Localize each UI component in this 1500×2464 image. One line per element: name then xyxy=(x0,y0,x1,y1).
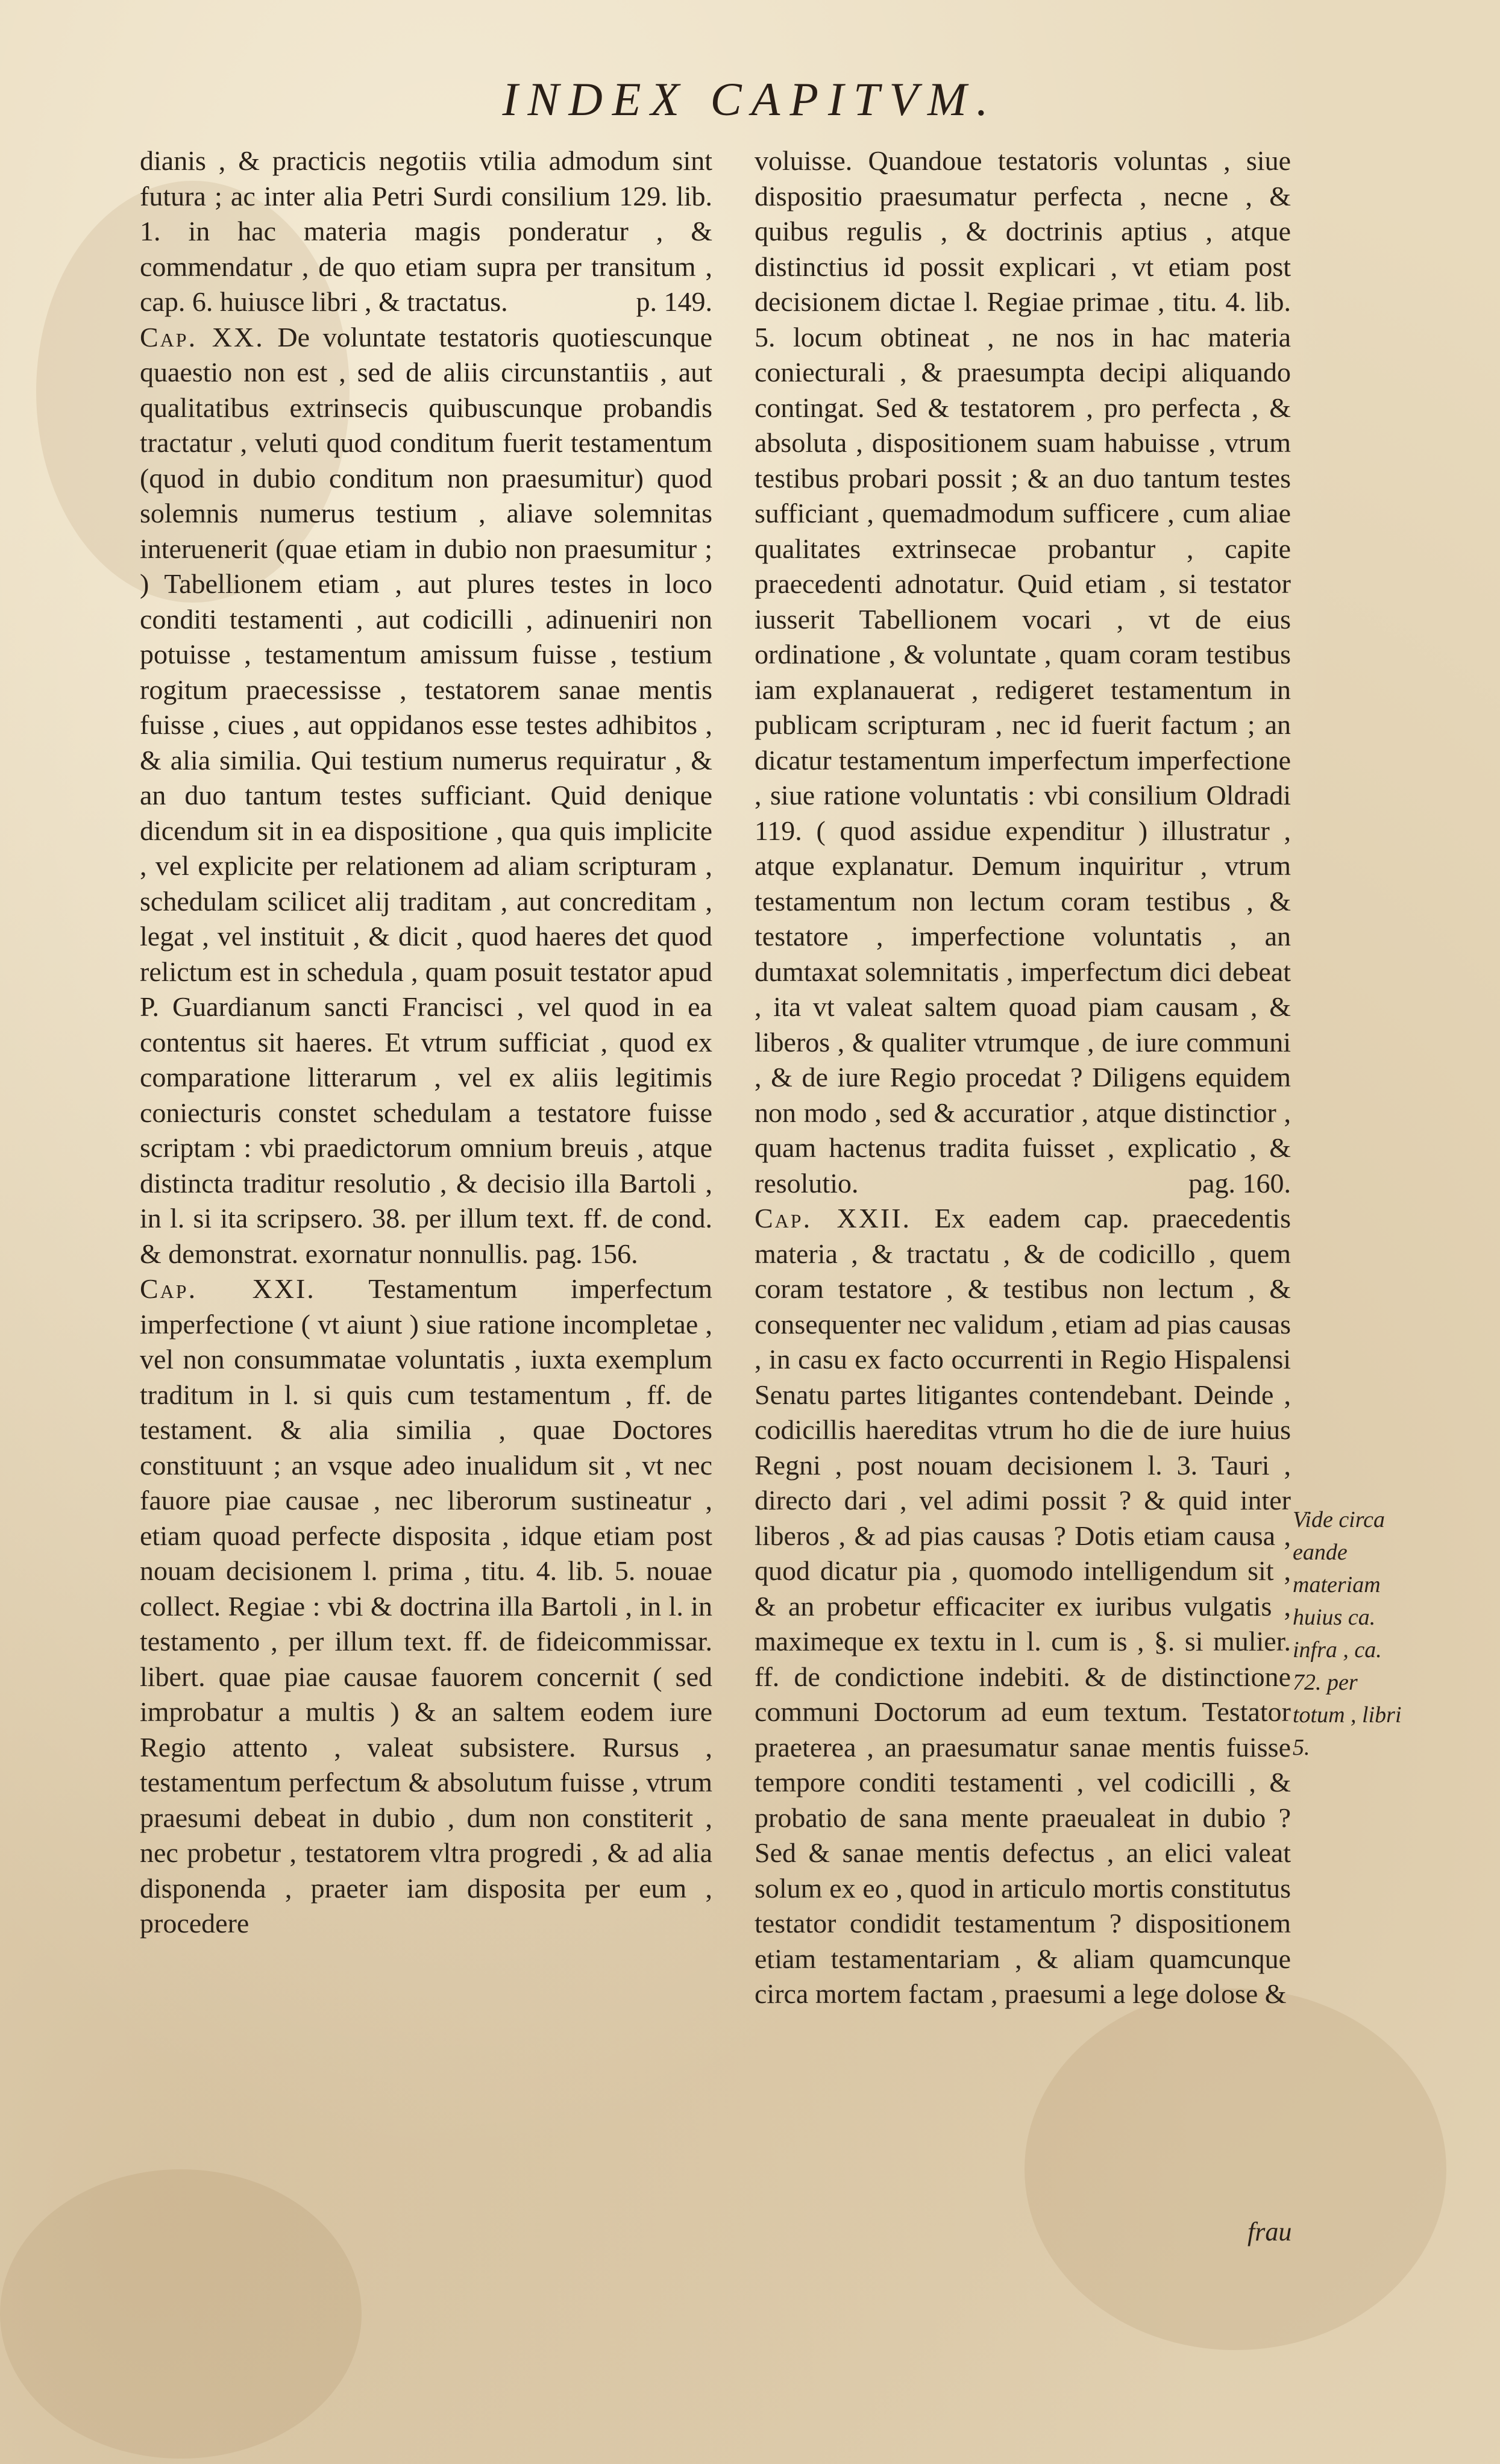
right-column xyxy=(755,143,1291,2012)
entry-text: voluisse. Quandoue testatoris voluntas , siue dispositio praesumatur perfecta , necne , & quibus regulis , & doctrinis aptius , atque distinctius id possit explicari , vt etiam post decisionem dictae l. Regiae primae , titu. 4. lib. 5. locum obtineat , ne nos in hac materia coniecturali , & praesumpta decipi aliquando contingat. Sed & testatorem , pro perfecta , & absoluta , dispositionem suam habuisse , vtrum testibus probari possit ; & an duo tantum testes sufficiant , quemadmodum sufficere , cum aliae qualitates extrinsecae probantur , capite praecedenti adnotatur. Quid etiam , si testator iusserit Tabellionem vocari , vt de eius ordinatione , & voluntate , quam coram testibus iam explanauerat , redigeret testamentum in publicam scripturam , nec id fuerit factum ; an dicatur testamentum imperfectum imperfectione , siue ratione voluntatis : vbi consilium Oldradi 119. ( quod assidue expenditur ) illustratur , atque explanatur. Demum inquiritur , vtrum testamentum non lectum coram testibus , & testatore , imperfectione voluntatis , an dumtaxat solemnitatis , imperfectum dici debeat , ita vt valeat saltem quoad piam causam , & liberos , & qualiter vtrumque , de iure communi , & de iure Regio procedat ? Diligens equidem non modo , sed & accuratior , atque distinctior , quam hactenus tradita fuisset , explicatio , & resolutio. xyxy=(755,145,1291,1199)
catchword: frau xyxy=(1247,2217,1292,2246)
entry-text: dianis , & practicis negotiis vtilia admodum sint futura ; ac inter alia Petri Surdi consilium 129. lib. 1. in hac materia magis ponderatur , & commendatur , de quo etiam supra per transitum , cap. 6. huiusce libri , & tractatus. xyxy=(140,145,712,317)
entry-cap-20 xyxy=(140,320,712,1272)
margin-note: Vide circa eande materiam huius ca. infra , ca. 72. per totum , libri 5. xyxy=(1293,1507,1402,1760)
page-reference: p. 149. xyxy=(636,286,712,317)
entry-cap-21-continued xyxy=(755,143,1291,1201)
entry-cap-21 xyxy=(140,1271,712,1942)
chapter-label: Cap. XX. xyxy=(140,321,265,353)
page-reference: pag. 160. xyxy=(1188,1167,1291,1199)
paper-stain xyxy=(1025,1989,1446,2350)
page-reference: pag. 156. xyxy=(535,1238,638,1269)
entry-text: De voluntate testatoris quotiescunque quaestio non est , sed de aliis circunstantiis , aut qualitatibus extrinsecis quibuscunque probandis tractatur , veluti quod conditum fuerit testamentum (quod in dubio conditum non praesumitur) quod solemnis numerus testium , aliave solemnitas interuenerit (quae etiam in dubio non praesumitur ; ) Tabellionem etiam , aut plures testes in loco conditi testamenti , aut codicilli , adinueniri non potuisse , testamentum amissum fuisse , testium rogitum praecessisse , testatorem sanae mentis fuisse , ciues , aut oppidanos esse testes adhibitos , & alia similia. Qui testium numerus requiratur , & an duo tantum testes sufficiant. Quid denique dicendum sit in ea dispositione , qua quis implicite , vel explicite per relationem ad aliam scripturam , schedulam scilicet alij traditam , aut concreditam , legat , vel instituit , & dicit , quod haeres det quod relictum est in schedula , quam posuit testator apud P. Guardianum sancti Francisci , vel quod in ea contentus sit haeres. Et vtrum sufficiat , quod ex comparatione litterarum , vel ex aliis legitimis coniecturis constet schedulam a testatore fuisse scriptam : vbi praedictorum omnium breuis , atque distincta traditur resolutio , & decisio illa Bartoli , in l. si ita scripsero. 38. per illum text. ff. de cond. & demonstrat. exornatur nonnullis. xyxy=(140,321,712,1269)
entry-carry-over xyxy=(140,143,712,320)
entry-cap-22 xyxy=(755,1201,1291,2012)
chapter-label: Cap. XXI. xyxy=(140,1273,316,1304)
entry-text: Testamentum imperfectum imperfectione ( vt aiunt ) siue ratione incompletae , vel non consummatae voluntatis , iuxta exemplum traditum in l. si quis cum testamentum , ff. de testament. & alia similia , quae Doctores constituunt ; an vsque adeo inualidum sit , vt nec fauore piae causae , nec liberorum sustineatur , etiam quoad perfecte disposita , idque etiam post nouam decisionem l. prima , titu. 4. lib. 5. nouae collect. Regiae : vbi & doctrina illa Bartoli , in l. in testamento , per illum text. ff. de fideicommissar. libert. quae piae causae fauorem concernit ( sed improbatur a multis ) & an saltem eodem iure Regio attento , valeat subsistere. Rursus , testamentum perfectum & absolutum fuisse , vtrum praesumi debeat in dubio , dum non constiterit , nec probetur , testatorem vltra progredi , & ad alia disponenda , praeter iam disposita per eum , procedere xyxy=(140,1273,712,1939)
page-title: INDEX CAPITVM. xyxy=(502,73,998,125)
left-column xyxy=(140,143,712,1942)
paper-stain xyxy=(0,2169,362,2459)
entry-text: Ex eadem cap. praecedentis materia , & tractatu , & de codicillo , quem coram testatore , & testibus non lectum , & consequenter nec validum , etiam ad pias causas , in casu ex facto occurrenti in Regio Hispalensi Senatu partes litigantes contendebant. Deinde , codicillis haereditas vtrum ho die de iure huius Regni , post nouam decisionem l. 3. Tauri , directo dari , vel adimi possit ? & quid inter liberos , & ad pias causas ? Dotis etiam causa , quod dicatur pia , quomodo intelligendum sit , & an probetur efficaciter ex iuribus vulgatis , maximeque ex textu in l. cum is , §. si mulier. ff. de condictione indebiti. & de distinctione communi Doctorum ad eum textum. Testator praeterea , an praesumatur sanae mentis fuisse tempore conditi testamenti , vel codicilli , & probatio de sana mente praeualeat in dubio ? Sed & sanae mentis defectus , an elici valeat solum ex eo , quod in articulo mortis constitutus testator condidit testamentum ? dispositionem etiam testamentariam , & aliam quamcunque circa mortem factam , praesumi a lege dolose & xyxy=(755,1203,1291,2009)
chapter-label: Cap. XXII. xyxy=(755,1203,912,1234)
